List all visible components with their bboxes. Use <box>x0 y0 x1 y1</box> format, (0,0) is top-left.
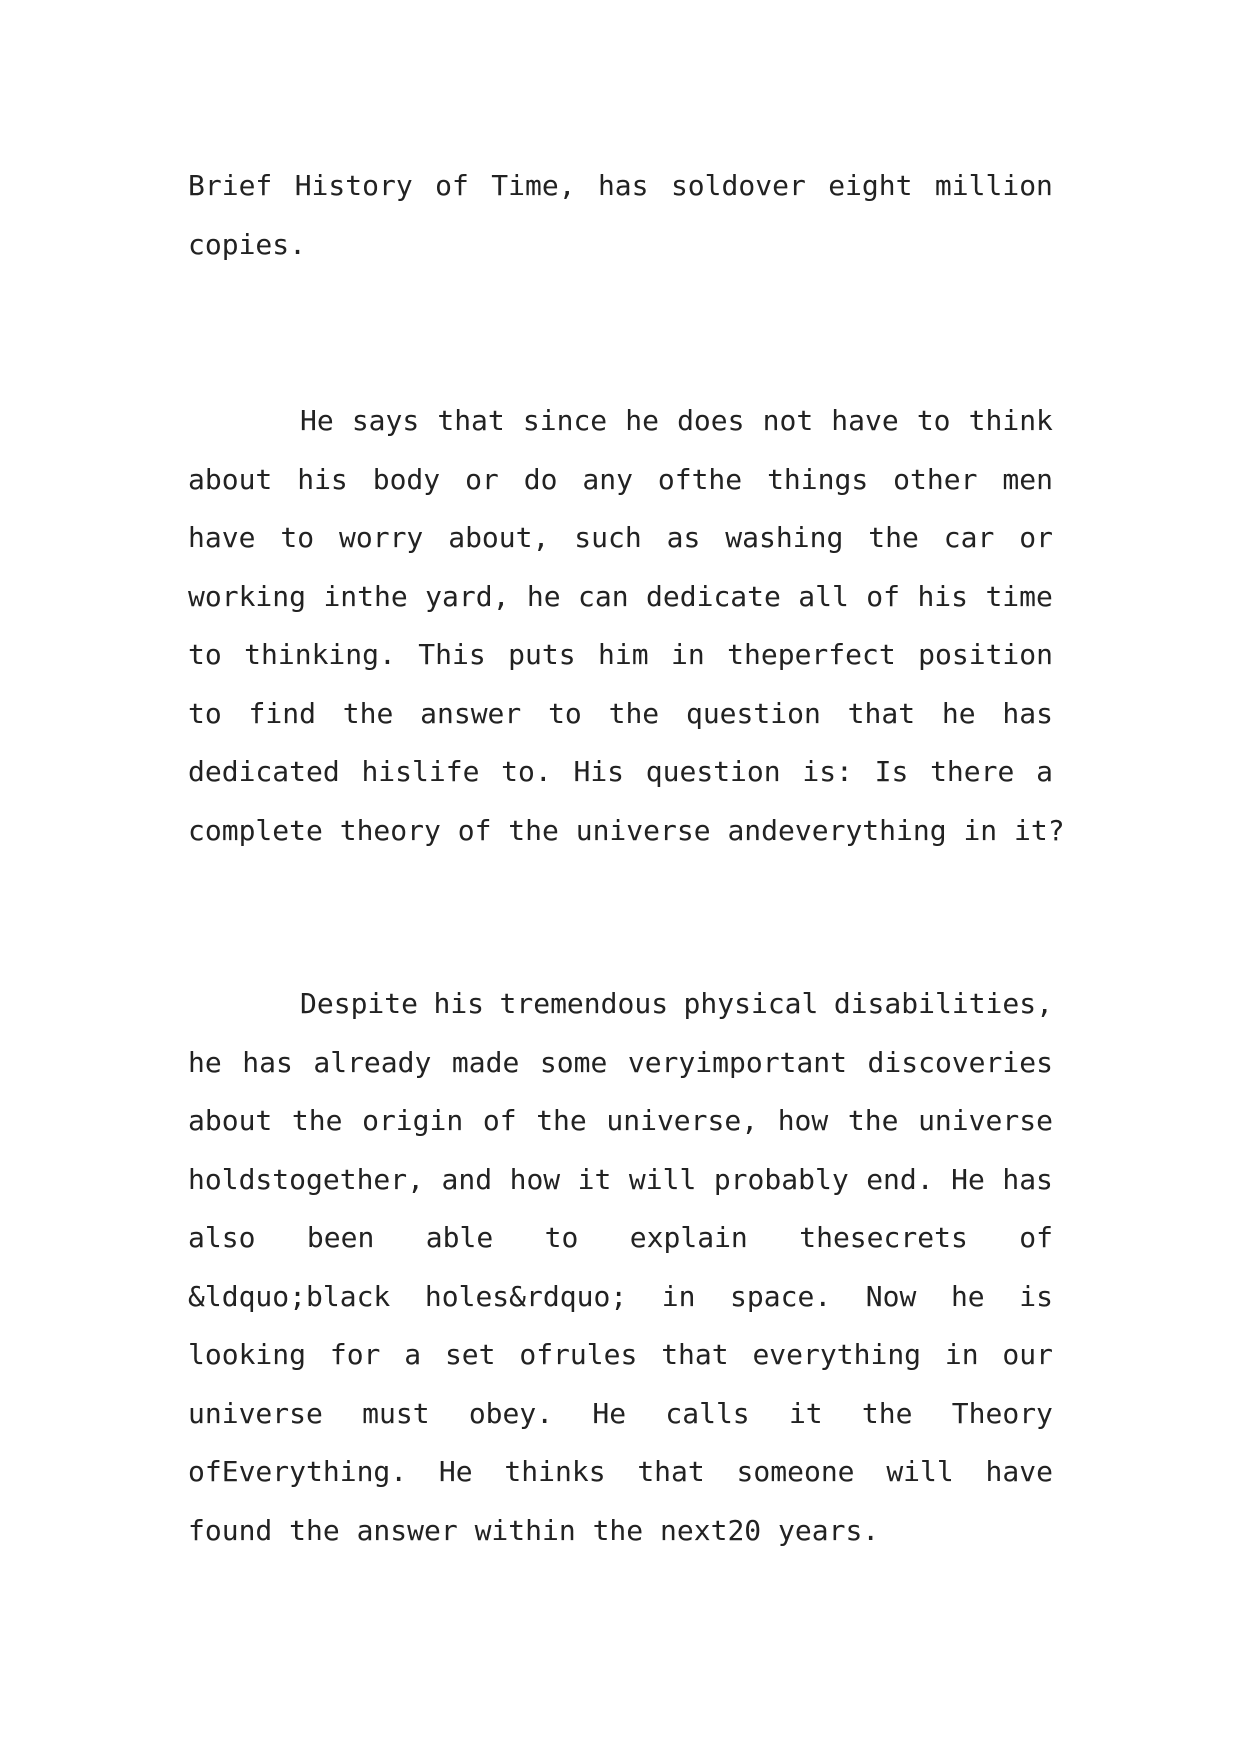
text-line: &ldquo;black holes&rdquo; in space. Now he is <box>188 1279 1053 1313</box>
text-line: Despite his tremendous physical disabilities, <box>300 987 1053 1020</box>
paragraph-1 <box>188 157 1053 274</box>
text-line: to find the answer to the question that he has <box>188 696 1053 730</box>
text-line: universe must obey. He calls it the Theory <box>188 1396 1053 1430</box>
text-line: found the answer within the next20 years. <box>188 1513 880 1547</box>
text-line: he has already made some veryimportant discoveries <box>188 1045 1053 1079</box>
text-line: copies. <box>188 227 307 261</box>
text-line: Brief History of Time, has soldover eight million <box>188 169 1053 202</box>
text-line: about his body or do any ofthe things other men <box>188 462 1053 496</box>
text-line: ofEverything. He thinks that someone will have <box>188 1455 1053 1488</box>
text-line: He says that since he does not have to think <box>300 404 1053 437</box>
text-line: working inthe yard, he can dedicate all of his time <box>188 579 1053 613</box>
paragraph-2 <box>188 392 1065 860</box>
text-line: about the origin of the universe, how the universe <box>188 1104 1053 1137</box>
text-line: have to worry about, such as washing the car or <box>188 521 1053 554</box>
text-line: dedicated hislife to. His question is: Is there a <box>188 755 1053 788</box>
text-line: looking for a set ofrules that everything in our <box>188 1338 1053 1371</box>
text-line: holdstogether, and how it will probably end. He has <box>188 1162 1053 1196</box>
text-line: also been able to explain thesecrets of <box>188 1221 1053 1254</box>
text-line: to thinking. This puts him in theperfect position <box>188 638 1053 671</box>
paragraph-3 <box>188 975 1053 1560</box>
text-line: complete theory of the universe andeverything in it? <box>188 813 1065 847</box>
